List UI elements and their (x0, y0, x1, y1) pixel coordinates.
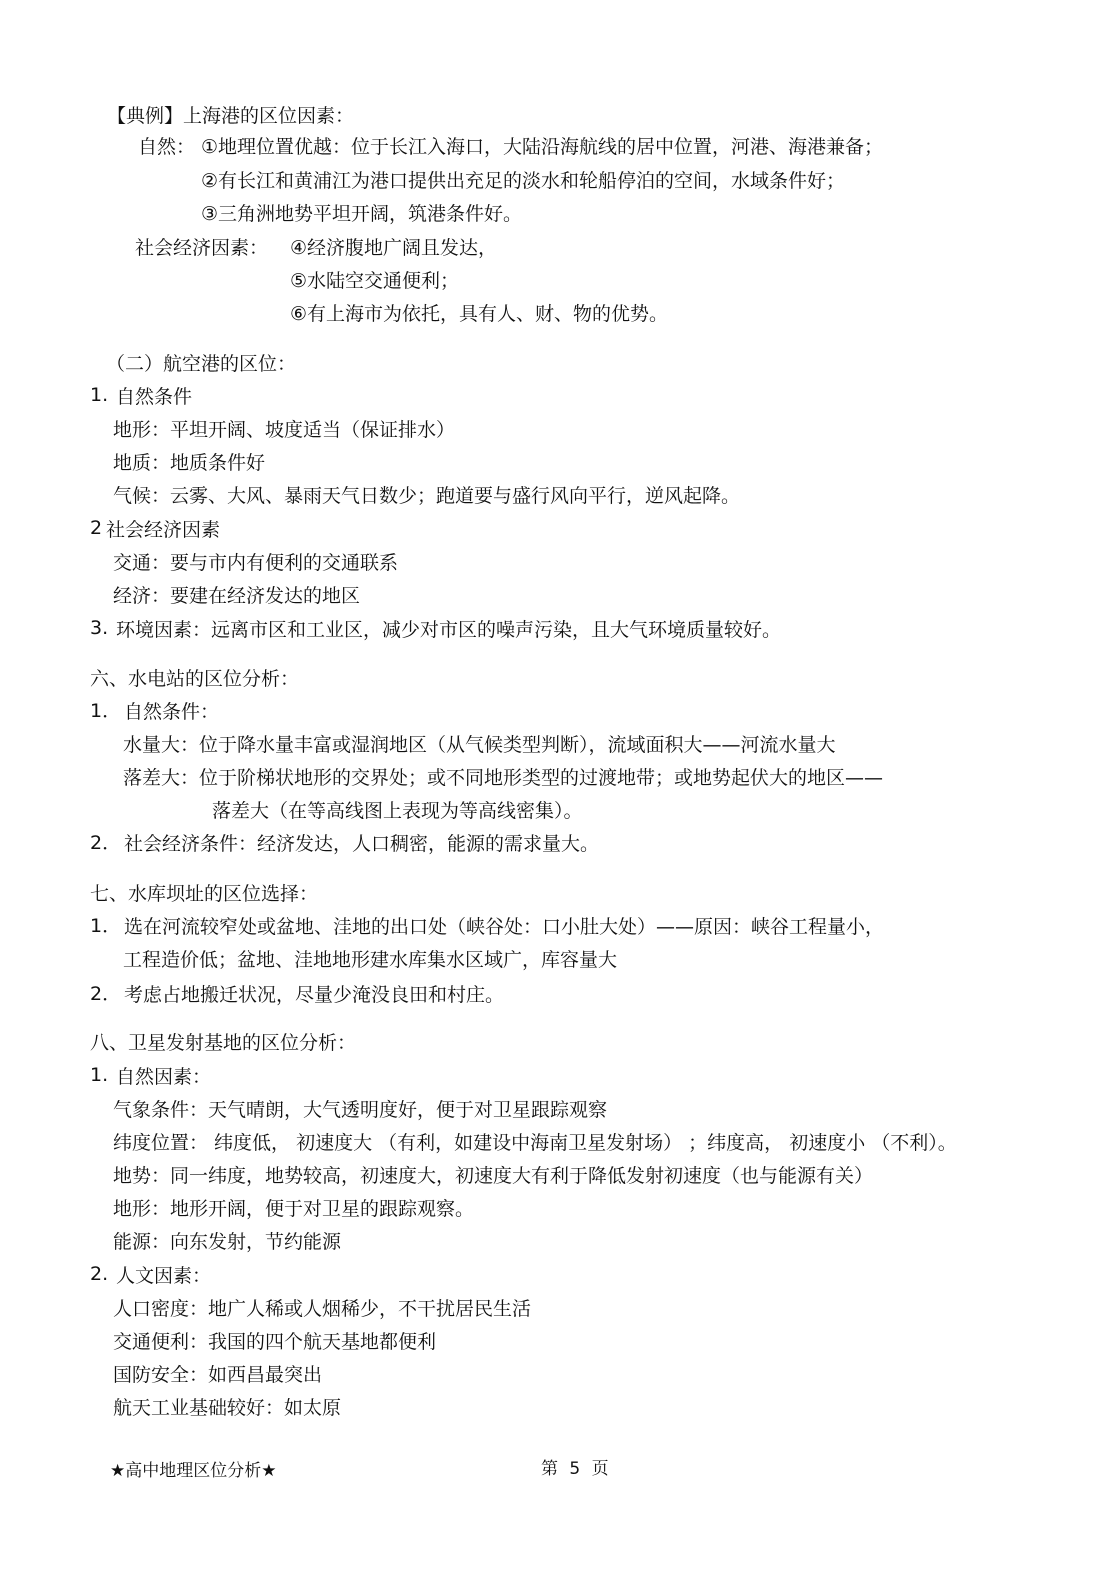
social-label: 社会经济因素： (135, 237, 269, 259)
airport-s3-number: 3. (90, 617, 109, 639)
launch-heading: 八、卫星发射基地的区位分析： (90, 1032, 357, 1054)
launch-s1-item-energy: 能源：向东发射，节约能源 (113, 1231, 342, 1253)
launch-s2-item-transport: 交通便利：我国的四个航天基地都便利 (113, 1331, 437, 1353)
launch-s2-item-industry: 航天工业基础较好：如太原 (113, 1397, 342, 1419)
airport-heading: （二）航空港的区位： (106, 353, 297, 375)
airport-s2-title: 社会经济因素 (106, 519, 221, 541)
airport-s2-number: 2 (90, 517, 103, 539)
hydro-s1-item-water: 水量大：位于降水量丰富或湿润地区（从气候类型判断），流域面积大——河流水量大 (123, 734, 836, 756)
airport-s2-item-transport: 交通：要与市内有便利的交通联系 (113, 552, 399, 574)
launch-s2-item-population: 人口密度：地广人稀或人烟稀少，不干扰居民生活 (113, 1298, 532, 1320)
page-number-value: 5 (569, 1459, 581, 1479)
hydro-s1-item-drop: 落差大：位于阶梯状地形的交界处；或不同地形类型的过渡地带；或地势起伏大的地区—— (123, 767, 884, 789)
hydro-s1-title: 自然条件： (124, 701, 220, 723)
airport-s3-text: 环境因素：远离市区和工业区，减少对市区的噪声污染，且大气环境质量较好。 (116, 619, 782, 641)
natural-label: 自然： (138, 136, 196, 158)
reservoir-s2-text: 考虑占地搬迁状况，尽量少淹没良田和村庄。 (124, 984, 505, 1006)
launch-s2-title: 人文因素： (116, 1265, 212, 1287)
airport-s1-number: 1. (90, 384, 109, 406)
airport-s1-item-terrain: 地形：平坦开阔、坡度适当（保证排水） (113, 419, 456, 441)
natural-item-2: ②有长江和黄浦江为港口提供出充足的淡水和轮船停泊的空间，水域条件好； (201, 170, 846, 192)
footer-title: ★高中地理区位分析★ (110, 1461, 277, 1481)
airport-s2-item-economy: 经济：要建在经济发达的地区 (113, 585, 361, 607)
hydro-s2-text: 社会经济条件：经济发达，人口稠密，能源的需求量大。 (124, 833, 600, 855)
reservoir-s2-number: 2． (90, 983, 122, 1005)
launch-s2-item-defense: 国防安全：如西昌最突出 (113, 1364, 323, 1386)
social-item-6: ⑥有上海市为依托，具有人、财、物的优势。 (290, 303, 669, 325)
social-item-5: ⑤水陆空交通便利； (290, 270, 460, 292)
launch-s1-item-elevation: 地势：同一纬度，地势较高，初速度大，初速度大有利于降低发射初速度（也与能源有关） (113, 1165, 874, 1187)
launch-s1-title: 自然因素： (116, 1066, 212, 1088)
example-title: 【典例】上海港的区位因素： (107, 105, 355, 127)
airport-s1-item-climate: 气候：云雾、大风、暴雨天气日数少；跑道要与盛行风向平行，逆风起降。 (113, 485, 741, 507)
hydro-s1-item-drop-cont: 落差大（在等高线图上表现为等高线密集）。 (212, 800, 583, 822)
reservoir-s1-number: 1． (90, 915, 122, 937)
launch-s2-number: 2. (90, 1263, 109, 1285)
airport-s1-item-geology: 地质：地质条件好 (113, 452, 266, 474)
hydro-heading: 六、水电站的区位分析： (90, 668, 300, 690)
reservoir-s1-text: 选在河流较窄处或盆地、洼地的出口处（峡谷处：口小肚大处）——原因：峡谷工程量小， (124, 916, 885, 938)
reservoir-s1-cont: 工程造价低；盆地、洼地地形建水库集水区域广，库容量大 (123, 949, 618, 971)
page-number (541, 1458, 609, 1480)
launch-s1-number: 1. (90, 1064, 109, 1086)
reservoir-heading: 七、水库坝址的区位选择： (90, 883, 319, 905)
airport-s1-title: 自然条件 (116, 386, 193, 408)
launch-s1-item-latitude: 纬度位置： 纬度低， 初速度大 （有利，如建设中海南卫星发射场） ；纬度高， 初速度小 （不利）。 (113, 1132, 957, 1154)
hydro-s1-number: 1． (90, 700, 122, 722)
launch-s1-item-weather: 气象条件：天气晴朗，大气透明度好，便于对卫星跟踪观察 (113, 1099, 608, 1121)
social-item-4: ④经济腹地广阔且发达， (290, 237, 498, 259)
natural-item-1: ①地理位置优越：位于长江入海口，大陆沿海航线的居中位置，河港、海港兼备； (201, 136, 884, 158)
page-suffix: 页 (591, 1459, 609, 1479)
launch-s1-item-terrain: 地形：地形开阔，便于对卫星的跟踪观察。 (113, 1198, 475, 1220)
hydro-s2-number: 2． (90, 832, 122, 854)
page-prefix: 第 (541, 1459, 558, 1479)
natural-item-3: ③三角洲地势平坦开阔，筑港条件好。 (201, 203, 523, 225)
